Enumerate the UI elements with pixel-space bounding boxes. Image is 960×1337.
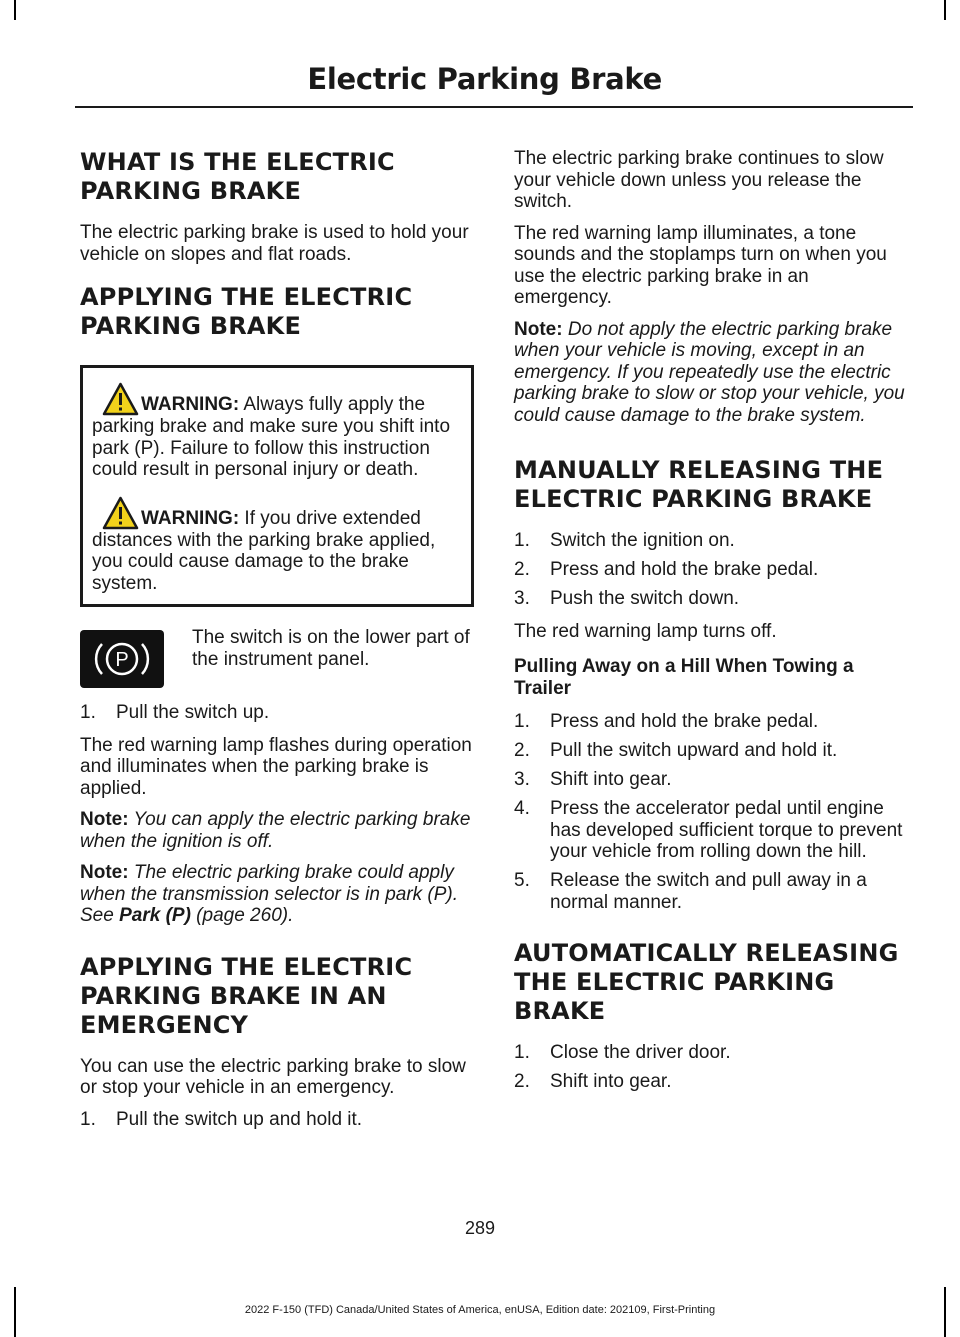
list-item: 1. Pull the switch up and hold it. xyxy=(80,1108,363,1130)
page-title: Electric Parking Brake xyxy=(307,62,662,96)
list-item: 1. Switch the ignition on. xyxy=(514,530,735,551)
note: Note: Do not apply the electric parking brake when your vehicle is moving, except in an emergency. If you repeatedly use the electric parking brake to slow or stop your vehicle, you could cause damage to the brake system. xyxy=(514,318,905,426)
right-column xyxy=(514,148,908,1100)
warning-text: Always fully apply the parking brake and make sure you shift into park (P). Failure to follow this instruction could result in personal injury or death. xyxy=(92,394,451,480)
body-paragraph: The electric parking brake continues to slow your vehicle down unless you release the switch. xyxy=(514,148,884,212)
list-item: 4. Press the accelerator pedal until engine has developed sufficient torque to prevent your vehicle from rolling down the hill. xyxy=(514,798,903,862)
warning-label: WARNING: xyxy=(141,394,240,415)
switch-location-text: The switch is on the lower part of the instrument panel. xyxy=(192,627,470,670)
warning-item xyxy=(92,382,463,481)
body-paragraph: The electric parking brake is used to hold your vehicle on slopes and flat roads. xyxy=(80,222,469,265)
left-column xyxy=(80,148,474,1138)
warning-box xyxy=(80,365,474,607)
section-heading-what-is: WHAT IS THE ELECTRIC PARKING BRAKE xyxy=(80,148,395,205)
section-heading-manual-release: MANUALLY RELEASING THE ELECTRIC PARKING BRAKE xyxy=(514,456,884,513)
body-paragraph: You can use the electric parking brake to slow or stop your vehicle in an emergency. xyxy=(80,1055,466,1098)
section-heading-emergency: APPLYING THE ELECTRIC PARKING BRAKE IN AN EMERGENCY xyxy=(80,952,413,1039)
list-item: 5. Release the switch and pull away in a normal manner. xyxy=(514,870,867,913)
crop-mark xyxy=(944,0,946,20)
header-divider xyxy=(75,106,913,108)
steps-list xyxy=(514,711,908,913)
brake-letter: P xyxy=(115,649,129,671)
parking-brake-symbol xyxy=(90,636,154,682)
list-item: 2. Press and hold the brake pedal. xyxy=(514,559,819,580)
steps-list xyxy=(514,1042,908,1093)
steps-list xyxy=(80,702,474,724)
page-number: 289 xyxy=(464,1218,496,1238)
parking-brake-icon xyxy=(80,630,164,688)
list-item: 3. Shift into gear. xyxy=(514,769,672,790)
note: Note: You can apply the electric parking brake when the ignition is off. xyxy=(80,809,471,852)
body-paragraph: The red warning lamp flashes during operation and illuminates when the parking brake is applied. xyxy=(80,734,472,799)
list-item: 2. Shift into gear. xyxy=(514,1071,672,1092)
body-paragraph: The red warning lamp illuminates, a tone sounds and the stoplamps turn on when you use the electric parking brake in an emergency. xyxy=(514,222,887,308)
warning-item xyxy=(92,496,463,595)
note: Note: The electric parking brake could apply when the transmission selector is in park (P). See Park (P) (page 260). xyxy=(80,862,459,926)
list-item: 3. Push the switch down. xyxy=(514,588,740,609)
warning-triangle-icon xyxy=(102,496,139,530)
steps-list xyxy=(80,1109,474,1131)
subheading-towing: Pulling Away on a Hill When Towing a Trailer xyxy=(514,656,854,699)
list-item: 2. Pull the switch upward and hold it. xyxy=(514,740,838,761)
list-item: 1. Press and hold the brake pedal. xyxy=(514,711,819,732)
crop-mark xyxy=(14,0,16,20)
warning-text: If you drive extended distances with the parking brake applied, you could cause damage to the brake system. xyxy=(92,507,436,594)
section-heading-auto-release: AUTOMATICALLY RELEASING THE ELECTRIC PARKING BRAKE xyxy=(514,939,899,1025)
edition-footer: 2022 F-150 (TFD) Canada/United States of America, enUSA, Edition date: 202109, First-Printing xyxy=(244,1304,716,1316)
list-item: 1. Close the driver door. xyxy=(514,1042,731,1063)
steps-list xyxy=(514,530,908,610)
cross-reference-link[interactable]: Park (P) xyxy=(119,905,191,926)
section-heading-applying: APPLYING THE ELECTRIC PARKING BRAKE xyxy=(80,283,413,340)
body-paragraph: The red warning lamp turns off. xyxy=(514,620,777,642)
warning-triangle-icon xyxy=(102,382,139,416)
list-item: 1. Pull the switch up. xyxy=(80,702,270,723)
warning-label: WARNING: xyxy=(141,507,240,529)
switch-location-row xyxy=(80,627,474,688)
